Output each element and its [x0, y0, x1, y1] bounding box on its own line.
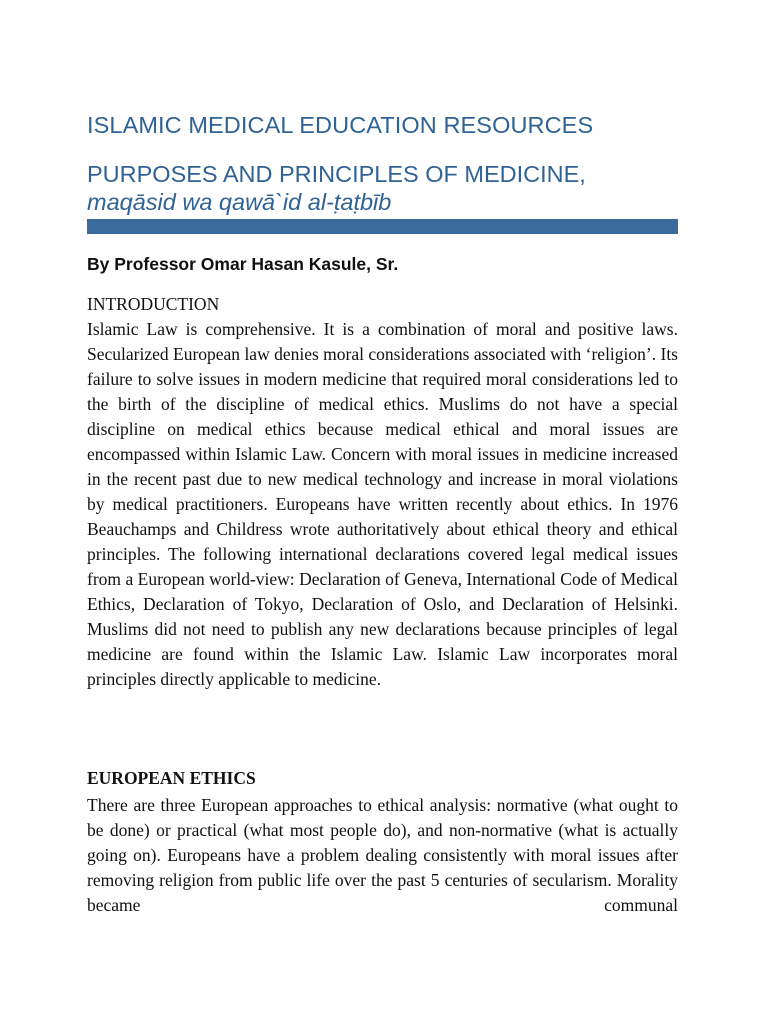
document-title	[87, 160, 586, 216]
section-heading-introduction: INTRODUCTION	[87, 294, 220, 314]
section-body-european-ethics: There are three European approaches to ethical analysis: normative (what ought to be done) or practical (what most people do), and non-normative (what is actually going on). Europeans have a problem dealing consistently with moral issues after removing religion from public life over the past 5 centuries of secularism. Morality became communal	[87, 795, 678, 915]
section-heading-european-ethics: EUROPEAN ETHICS	[87, 768, 256, 788]
document-subtitle: maqāsid wa qawā`id al-ṭaṭbīb	[87, 189, 392, 215]
title-divider-bar	[87, 219, 678, 234]
series-title: ISLAMIC MEDICAL EDUCATION RESOURCES	[87, 112, 594, 138]
author-byline: By Professor Omar Hasan Kasule, Sr.	[87, 254, 399, 274]
section-body-introduction: Islamic Law is comprehensive. It is a combination of moral and positive laws. Secularized European law denies moral considerations associated with ‘religion’. Its failure to solve issues in modern medicine that required moral considerations led to the birth of the discipline of medical ethics. Muslims do not have a special discipline on medical ethics because medical ethical and moral issues are encompassed within Islamic Law. Concern with moral issues in medicine increased in the recent past due to new medical technology and increase in moral violations by medical practitioners. Europeans have written recently about ethics. In 1976 Beauchamps and Childress wrote authoritatively about ethical theory and ethical principles. The following international declarations covered legal medical issues from a European world-view: Declaration of Geneva, International Code of Medical Ethics, Declaration of Tokyo, Declaration of Oslo, and Declaration of Helsinki. Muslims did not need to publish any new declarations because principles of legal medicine are found within the Islamic Law. Islamic Law incorporates moral principles directly applicable to medicine.	[87, 319, 678, 689]
document-title-main: PURPOSES AND PRINCIPLES OF MEDICINE,	[87, 161, 586, 187]
